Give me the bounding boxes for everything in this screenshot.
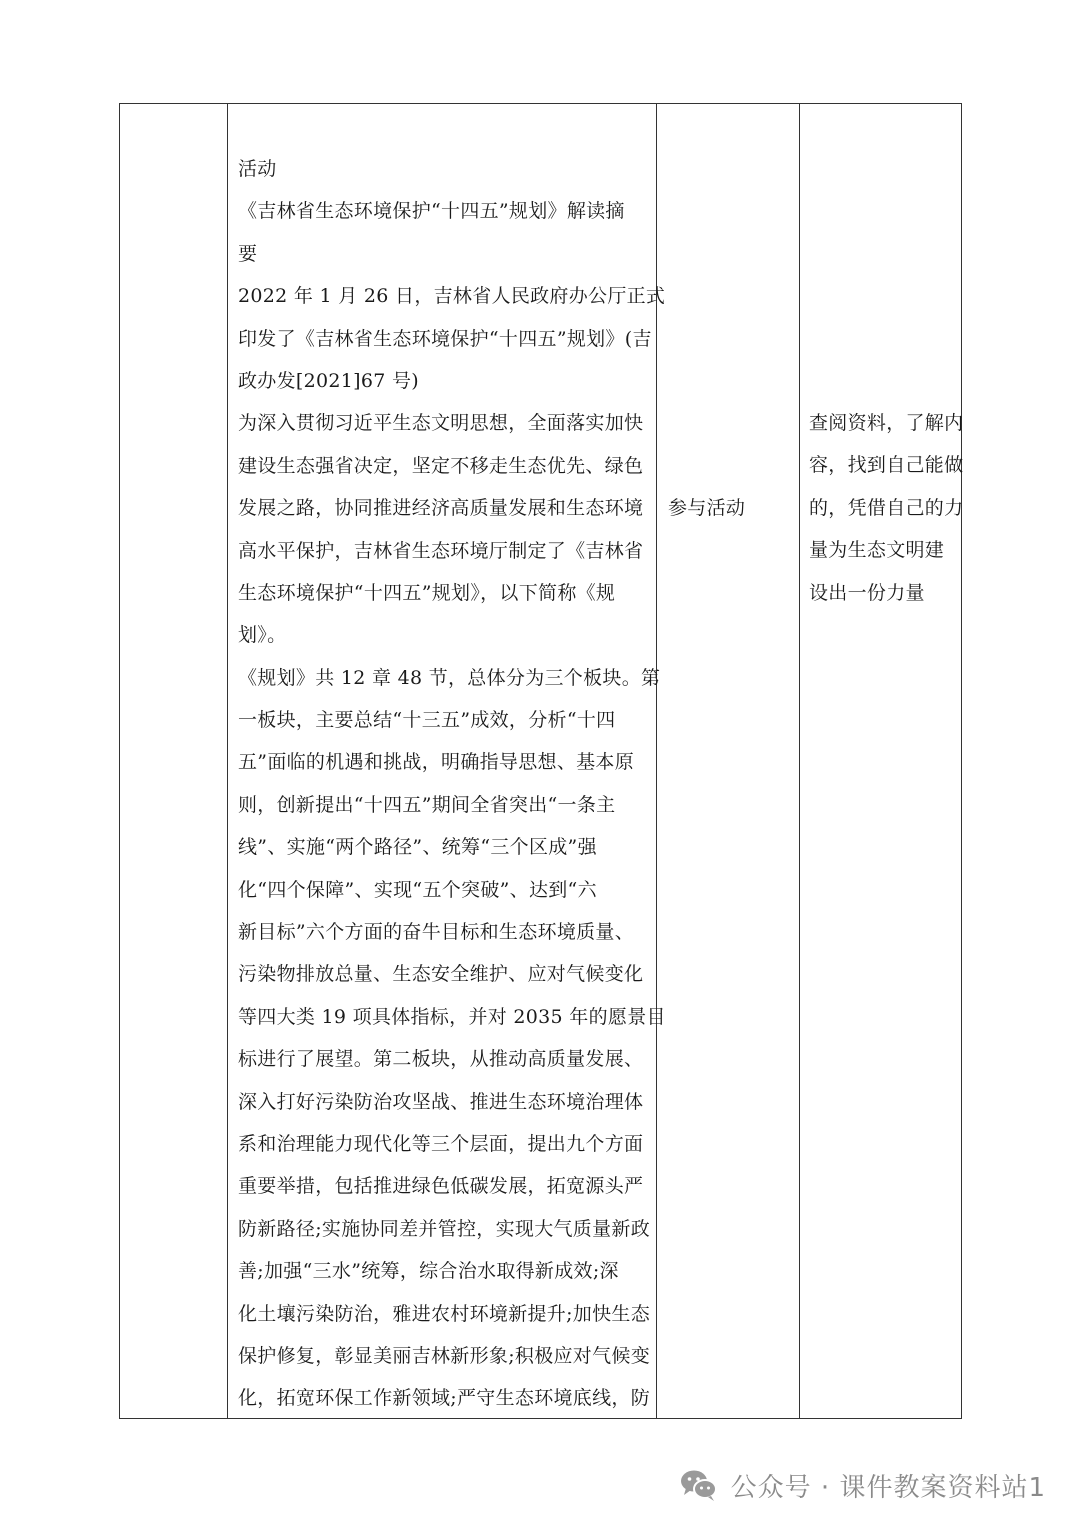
content-line: 深入打好污染防治攻坚战、推进生态环境治理体 bbox=[238, 1090, 644, 1113]
content-line: 高水平保护，吉林省生态环境厅制定了《吉林省 bbox=[238, 539, 644, 562]
watermark-text: 公众号 · 课件教案资料站1 bbox=[730, 1472, 1046, 1503]
content-line: 为深入贯彻习近平生态文明思想，全面落实加快 bbox=[238, 412, 644, 435]
wechat-icon bbox=[679, 1468, 719, 1502]
content-line: 线”、实施“两个路径”、统筹“三个区成”强 bbox=[238, 836, 597, 859]
content-line: 污染物排放总量、生态安全维护、应对气候变化 bbox=[238, 963, 644, 986]
content-line: 化“四个保障”、实现“五个突破”、达到“六 bbox=[238, 878, 597, 901]
column-divider bbox=[799, 104, 800, 1418]
intent-line: 设出一份力量 bbox=[809, 581, 925, 604]
content-line: 印发了《吉林省生态环境保护“十四五”规划》(吉 bbox=[238, 327, 652, 350]
content-line: 等四大类 19 项具体指标，并对 2035 年的愿景目 bbox=[238, 1005, 666, 1028]
student-activity-cell: 参与活动 bbox=[668, 497, 746, 519]
watermark bbox=[679, 1466, 1046, 1504]
content-line: 五”面临的机遇和挑战，明确指导思想、基本原 bbox=[238, 751, 635, 774]
content-line: 系和治理能力现代化等三个层面，提出九个方面 bbox=[238, 1132, 644, 1155]
content-line: 《规划》共 12 章 48 节，总体分为三个板块。第 bbox=[238, 666, 661, 689]
intent-line: 的，凭借自己的力 bbox=[809, 496, 964, 519]
content-line: 要 bbox=[238, 242, 258, 265]
column-divider bbox=[227, 104, 228, 1418]
content-line: 则，创新提出“十四五”期间全省突出“一条主 bbox=[238, 793, 616, 816]
content-line: 发展之路，协同推进经济高质量发展和生态环境 bbox=[238, 497, 644, 520]
intent-line: 查阅资料，了解内 bbox=[809, 412, 964, 434]
lesson-table bbox=[119, 103, 962, 1419]
content-line: 生态环境保护“十四五”规划》，以下简称《规 bbox=[238, 581, 616, 604]
content-line: 政办发[2021]67 号) bbox=[238, 369, 420, 392]
content-line: 善;加强“三水”统筹，综合治水取得新成效;深 bbox=[238, 1260, 619, 1283]
content-line: 划》。 bbox=[238, 624, 287, 647]
content-line: 标进行了展望。第二板块，从推动高质量发展、 bbox=[238, 1048, 644, 1071]
content-line: 一板块，主要总结“十三五”成效，分析“十四 bbox=[238, 709, 616, 732]
activity-content-cell bbox=[238, 148, 666, 1420]
content-line: 化土壤污染防治，雅进农村环境新提升;加快生态 bbox=[238, 1302, 651, 1325]
content-line: 新目标”六个方面的奋牛目标和生态环境质量、 bbox=[238, 921, 635, 944]
intent-line: 容，找到自己能做 bbox=[809, 454, 964, 477]
content-line: 保护修复，彰显美丽吉林新形象;积极应对气候变 bbox=[238, 1344, 651, 1367]
content-line: 2022 年 1 月 26 日，吉林省人民政府办公厅正式 bbox=[238, 285, 666, 308]
content-line: 化，拓宽环保工作新领域;严守生态环境底线，防 bbox=[238, 1387, 651, 1410]
content-line: 《吉林省生态环境保护“十四五”规划》解读摘 bbox=[238, 200, 625, 223]
intent-line: 量为生态文明建 bbox=[809, 539, 945, 562]
content-line: 活动 bbox=[238, 158, 277, 180]
content-line: 重要举措，包括推进绿色低碳发展，拓宽源头严 bbox=[238, 1175, 644, 1198]
content-line: 建设生态强省决定，坚定不移走生态优先、绿色 bbox=[238, 454, 644, 477]
content-line: 防新路径;实施协同差并管控，实现大气质量新政 bbox=[238, 1217, 651, 1240]
design-intent-cell bbox=[809, 402, 963, 614]
